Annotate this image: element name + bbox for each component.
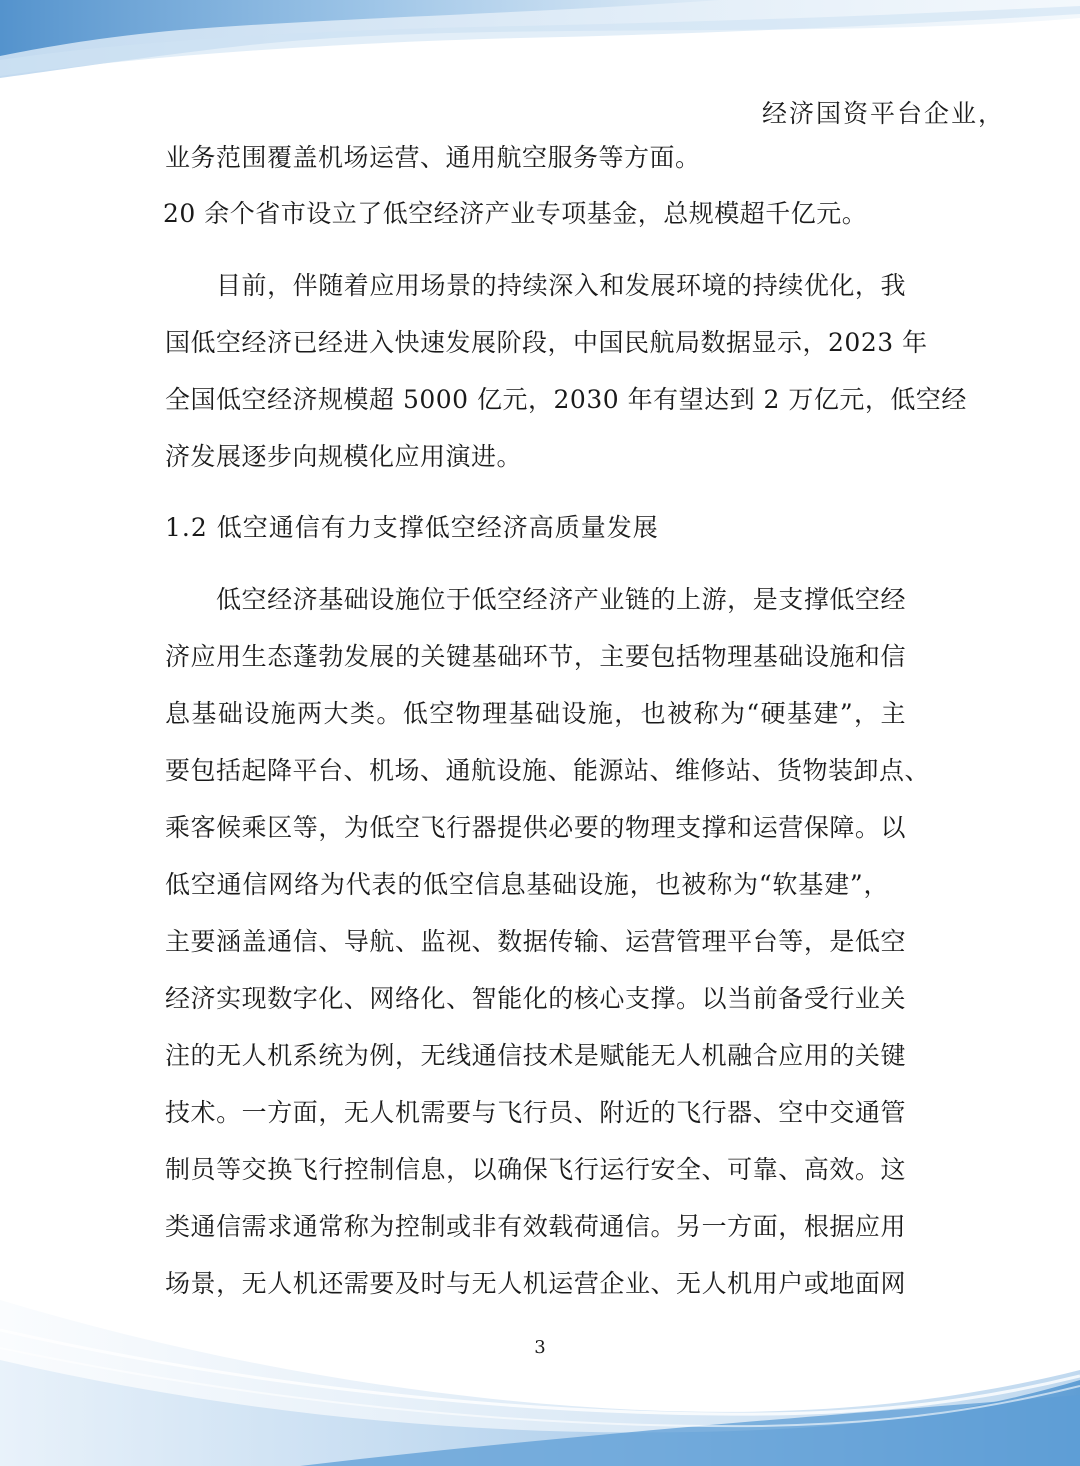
paragraph-line: 目前，伴随着应用场景的持续深入和发展环境的持续优化，我 bbox=[216, 271, 906, 300]
section-heading: 1.2 低空通信有力支撑低空经济高质量发展 bbox=[165, 513, 659, 542]
paragraph-line: 制员等交换飞行控制信息，以确保飞行运行安全、可靠、高效。这 bbox=[165, 1155, 906, 1184]
paragraph-line: 20 余个省市设立了低空经济产业专项基金，总规模超千亿元。 bbox=[163, 199, 868, 228]
paragraph-line: 业务范围覆盖机场运营、通用航空服务等方面。 bbox=[165, 143, 701, 172]
paragraph-line: 场景，无人机还需要及时与无人机运营企业、无人机用户或地面网 bbox=[165, 1269, 906, 1298]
paragraph-line: 济应用生态蓬勃发展的关键基础环节，主要包括物理基础设施和信 bbox=[165, 642, 906, 671]
paragraph-line: 主要涵盖通信、导航、监视、数据传输、运营管理平台等，是低空 bbox=[165, 927, 906, 956]
paragraph-line: 低空经济基础设施位于低空经济产业链的上游，是支撑低空经 bbox=[216, 585, 906, 614]
paragraph-line: 注的无人机系统为例，无线通信技术是赋能无人机融合应用的关键 bbox=[165, 1041, 906, 1070]
paragraph-line: 济发展逐步向规模化应用演进。 bbox=[165, 442, 523, 471]
page-number: 3 bbox=[534, 1337, 546, 1358]
paragraph-line: 低空通信网络为代表的低空信息基础设施，也被称为“软基建”， bbox=[165, 870, 889, 899]
paragraph-line: 要包括起降平台、机场、通航设施、能源站、维修站、货物装卸点、 bbox=[165, 756, 931, 785]
paragraph-line: 经济实现数字化、网络化、智能化的核心支撑。以当前备受行业关 bbox=[165, 984, 906, 1013]
continued-text-line: 经济国资平台企业， bbox=[761, 99, 1005, 128]
paragraph-line: 技术。一方面，无人机需要与飞行员、附近的飞行器、空中交通管 bbox=[165, 1098, 906, 1127]
paragraph-line: 全国低空经济规模超 5000 亿元，2030 年有望达到 2 万亿元，低空经 bbox=[165, 385, 967, 414]
paragraph-line: 类通信需求通常称为控制或非有效载荷通信。另一方面，根据应用 bbox=[165, 1212, 906, 1241]
paragraph-line: 国低空经济已经进入快速发展阶段，中国民航局数据显示，2023 年 bbox=[165, 328, 928, 357]
paragraph-line: 乘客候乘区等，为低空飞行器提供必要的物理支撑和运营保障。以 bbox=[165, 813, 906, 842]
paragraph-line: 息基础设施两大类。低空物理基础设施，也被称为“硬基建”，主 bbox=[165, 699, 906, 728]
